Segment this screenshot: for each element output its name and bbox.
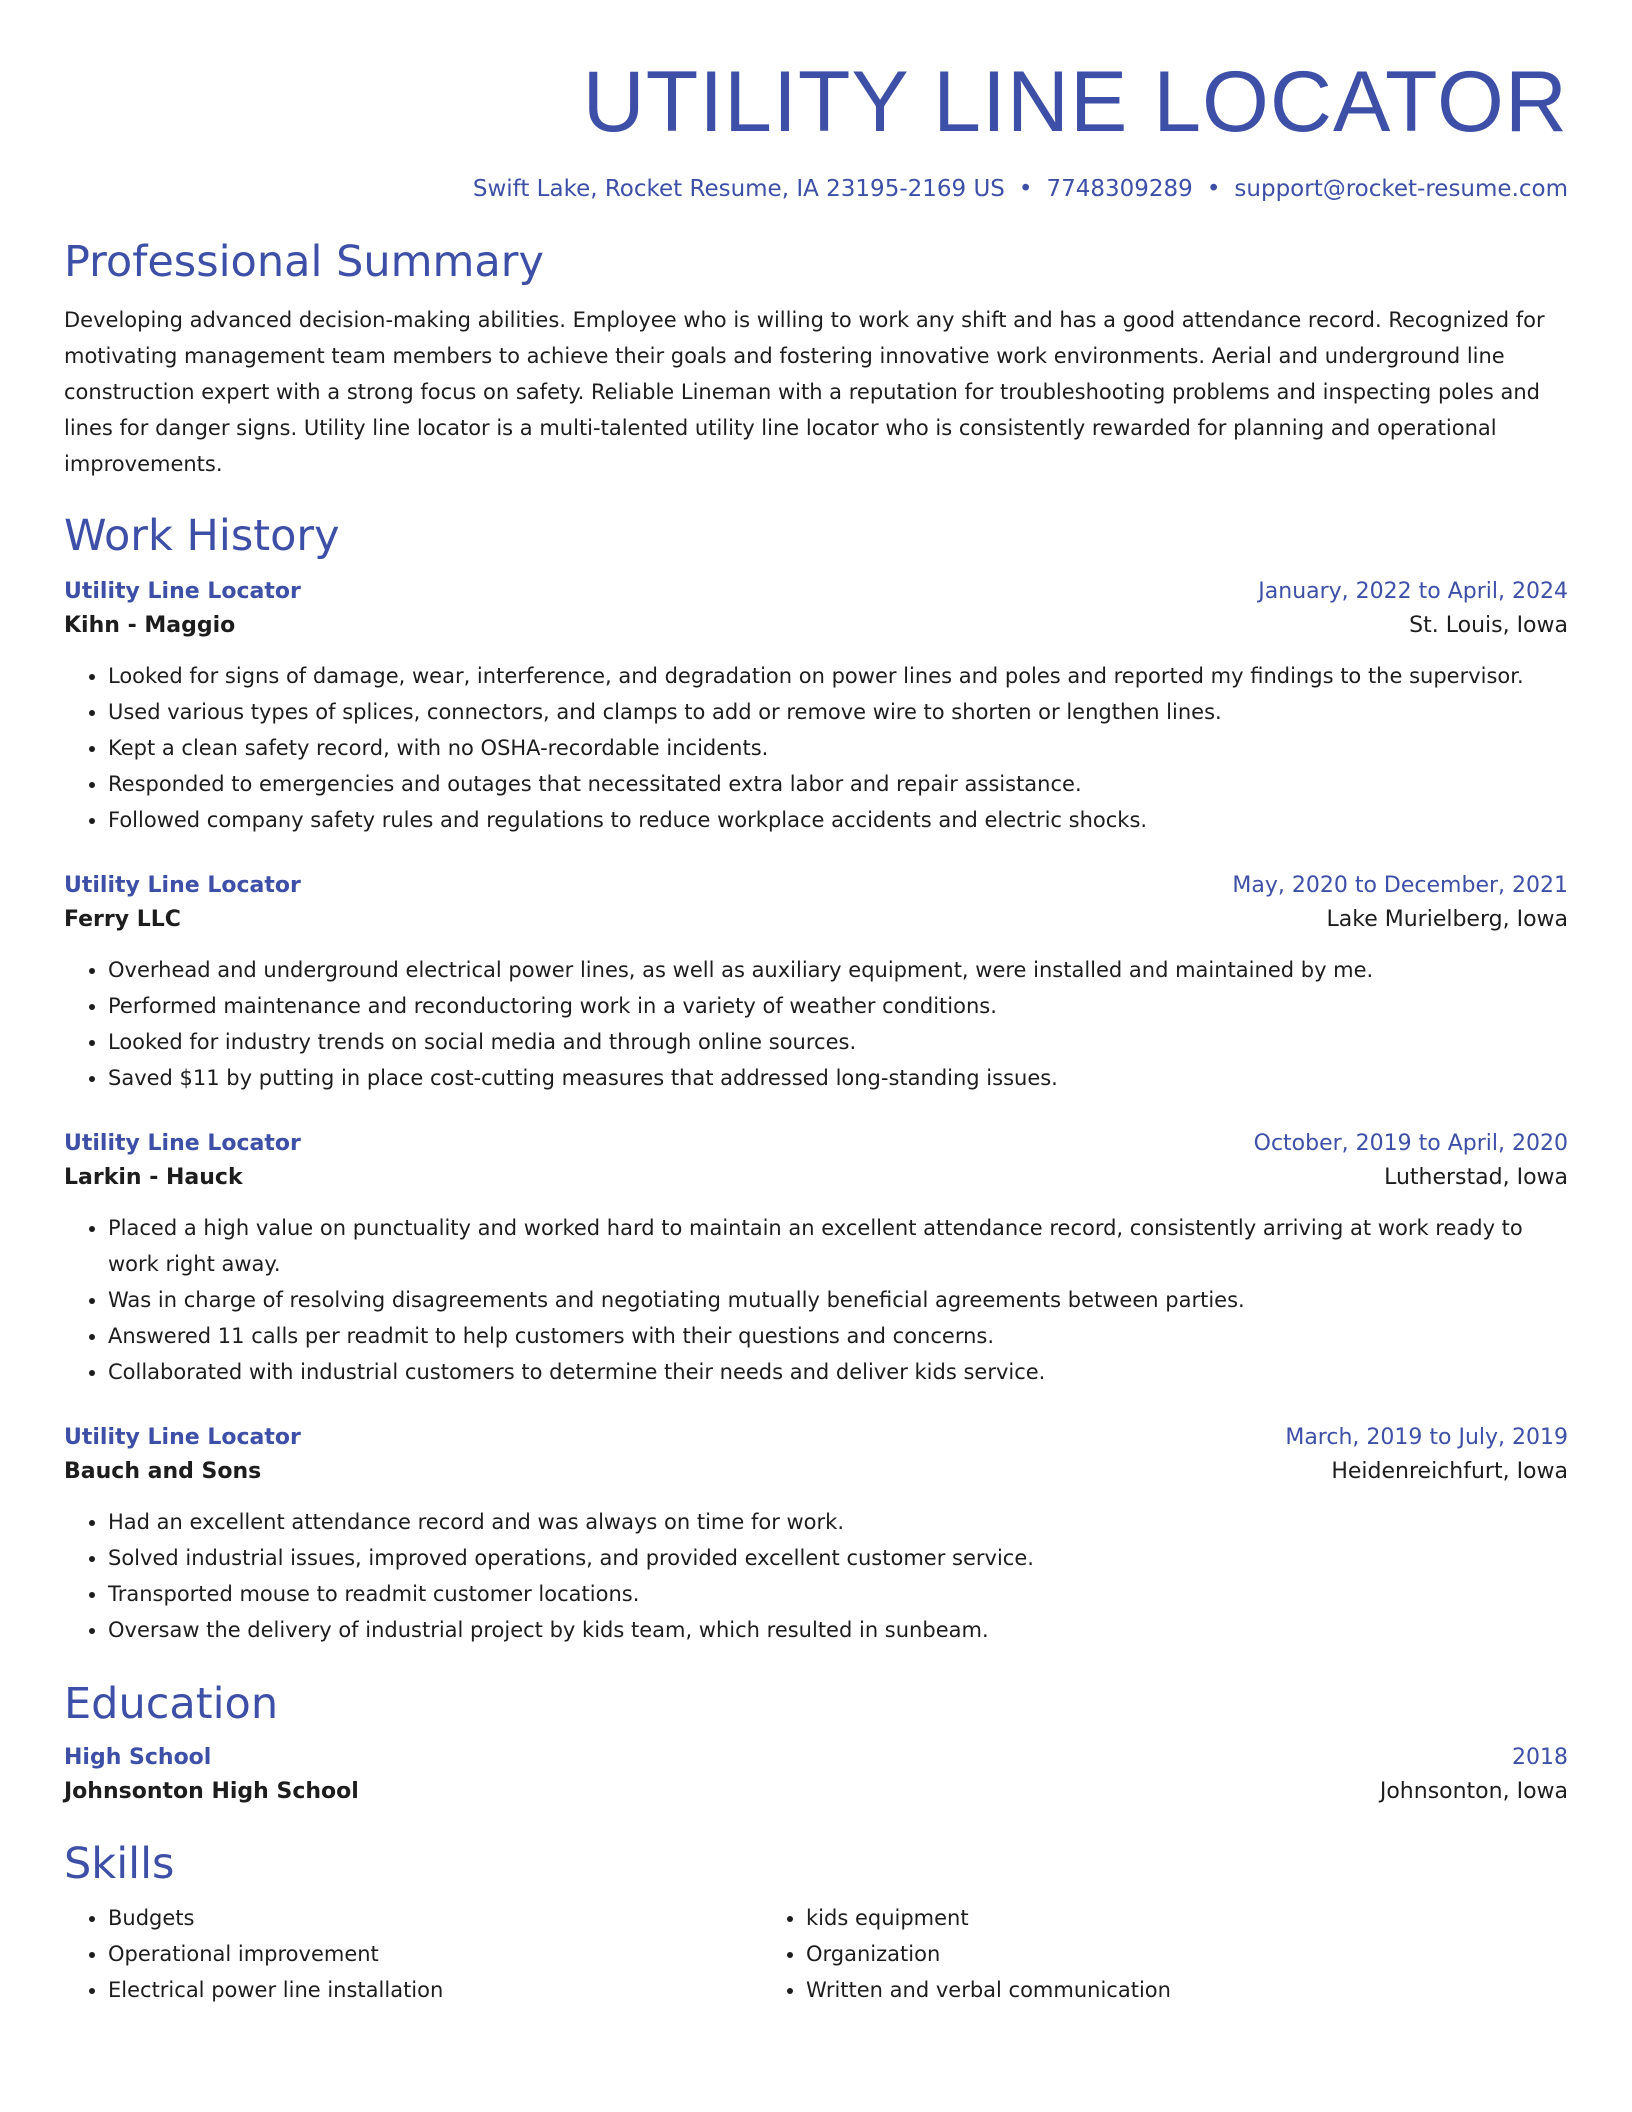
job-dates: October, 2019 to April, 2020 xyxy=(1253,1131,1568,1156)
skills-heading: Skills xyxy=(64,1839,175,1889)
job-bullets xyxy=(64,658,1568,838)
job-bullet: • Used various types of splices, connectors, and clamps to add or remove wire to shorten or lengthen lines. xyxy=(108,694,1568,730)
job-bullet: • Followed company safety rules and regulations to reduce workplace accidents and electric shocks. xyxy=(108,802,1568,838)
job-bullet: • Transported mouse to readmit customer locations. xyxy=(108,1576,1568,1612)
job-bullet: • Looked for signs of damage, wear, interference, and degradation on power lines and poles and reported my findings to the supervisor. xyxy=(108,658,1568,694)
job-title: Utility Line Locator xyxy=(64,1131,301,1156)
job-title: Utility Line Locator xyxy=(64,579,301,604)
job-bullet: • Looked for industry trends on social media and through online sources. xyxy=(108,1024,1568,1060)
job-bullet: • Placed a high value on punctuality and worked hard to maintain an excellent attendance record, consistently arriving at work ready to work right away. xyxy=(108,1210,1568,1282)
job-bullets xyxy=(64,952,1568,1096)
education-heading: Education xyxy=(64,1679,279,1729)
contact-line xyxy=(64,174,1568,204)
job-dates: May, 2020 to December, 2021 xyxy=(1232,873,1568,898)
job-bullet: • Had an excellent attendance record and was always on time for work. xyxy=(108,1504,1568,1540)
resume-page xyxy=(64,0,1568,2008)
job-entry xyxy=(64,870,1568,1096)
job-bullet: • Was in charge of resolving disagreements and negotiating mutually beneficial agreements between parties. xyxy=(108,1282,1568,1318)
job-company: Larkin - Hauck xyxy=(64,1165,243,1190)
job-bullet: • Solved industrial issues, improved operations, and provided excellent customer service. xyxy=(108,1540,1568,1576)
job-dates: March, 2019 to July, 2019 xyxy=(1285,1425,1568,1450)
skill-item: • Electrical power line installation xyxy=(108,1972,762,2008)
job-location: Heidenreichfurt, Iowa xyxy=(1331,1459,1568,1484)
job-bullet: • Answered 11 calls per readmit to help customers with their questions and concerns. xyxy=(108,1318,1568,1354)
job-bullet: • Overhead and underground electrical power lines, as well as auxiliary equipment, were installed and maintained by me. xyxy=(108,952,1568,988)
contact-phone: 7748309289 xyxy=(1046,176,1193,202)
education-entry xyxy=(64,1742,1568,1810)
job-entry xyxy=(64,576,1568,838)
skill-item: • Operational improvement xyxy=(108,1936,762,1972)
job-entry xyxy=(64,1128,1568,1390)
job-location: Lake Murielberg, Iowa xyxy=(1326,907,1568,932)
job-title: Utility Line Locator xyxy=(64,873,301,898)
education-year: 2018 xyxy=(1512,1745,1568,1770)
skill-item: • Organization xyxy=(806,1936,1460,1972)
job-company: Kihn - Maggio xyxy=(64,613,236,638)
job-bullet: • Kept a clean safety record, with no OSHA-recordable incidents. xyxy=(108,730,1568,766)
job-bullet: • Saved $11 by putting in place cost-cutting measures that addressed long-standing issues. xyxy=(108,1060,1568,1096)
job-bullets xyxy=(64,1504,1568,1648)
job-company: Bauch and Sons xyxy=(64,1459,262,1484)
job-title: Utility Line Locator xyxy=(64,1425,301,1450)
job-bullet: • Performed maintenance and reconductoring work in a variety of weather conditions. xyxy=(108,988,1568,1024)
education-school: Johnsonton High School xyxy=(64,1779,359,1804)
job-location: St. Louis, Iowa xyxy=(1409,613,1568,638)
skill-item: • kids equipment xyxy=(806,1900,1460,1936)
skill-item: • Budgets xyxy=(108,1900,762,1936)
skills-list xyxy=(64,1900,1568,2008)
resume-name: UTILITY LINE LOCATOR xyxy=(582,54,1568,150)
contact-separator: • xyxy=(1206,176,1221,202)
job-location: Lutherstad, Iowa xyxy=(1384,1165,1568,1190)
job-entry xyxy=(64,1422,1568,1648)
skills-column-right xyxy=(762,1900,1460,2008)
skill-item: • Written and verbal communication xyxy=(806,1972,1460,2008)
education-degree: High School xyxy=(64,1745,212,1770)
job-bullet: • Responded to emergencies and outages that necessitated extra labor and repair assistance. xyxy=(108,766,1568,802)
education-location: Johnsonton, Iowa xyxy=(1379,1779,1568,1804)
summary-heading: Professional Summary xyxy=(64,237,544,287)
work-history-heading: Work History xyxy=(64,511,340,561)
job-bullet: • Oversaw the delivery of industrial project by kids team, which resulted in sunbeam. xyxy=(108,1612,1568,1648)
skills-column-left xyxy=(64,1900,762,2008)
contact-separator: • xyxy=(1018,176,1033,202)
job-dates: January, 2022 to April, 2024 xyxy=(1258,579,1568,604)
contact-email[interactable]: support@rocket-resume.com xyxy=(1234,176,1568,202)
job-bullet: • Collaborated with industrial customers to determine their needs and deliver kids service. xyxy=(108,1354,1568,1390)
summary-text: Developing advanced decision-making abilities. Employee who is willing to work any shift and has a good attendance record. Recognized for motivating management team members to achieve their goals and fostering innovative work environments. Aerial and underground line construction expert with a strong focus on safety. Reliable Lineman with a reputation for troubleshooting problems and inspecting poles and lines for danger signs. Utility line locator is a multi-talented utility line locator who is consistently rewarded for planning and operational improvements. xyxy=(64,308,1545,476)
job-bullets xyxy=(64,1210,1568,1390)
job-company: Ferry LLC xyxy=(64,907,181,932)
contact-address: Swift Lake, Rocket Resume, IA 23195-2169 US xyxy=(472,176,1005,202)
